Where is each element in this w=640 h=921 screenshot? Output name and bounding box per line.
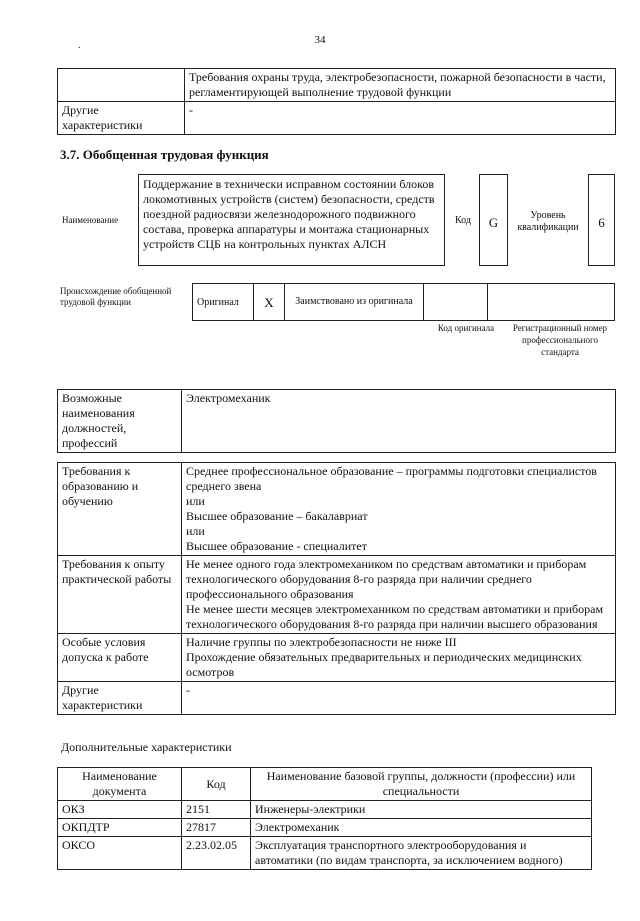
req-line: Высшее образование - специалитет <box>186 539 367 553</box>
table-row <box>58 102 616 135</box>
req-line: Наличие группы по электробезопасности не ниже III <box>186 635 457 649</box>
req-line: или <box>186 494 205 508</box>
table-row <box>58 682 616 715</box>
req-value <box>182 634 616 682</box>
page-number: 34 <box>314 34 326 46</box>
borrowed-label: Заимствовано из оригинала <box>285 284 424 321</box>
table-cell: 2.23.02.05 <box>182 837 251 870</box>
column-header: Код <box>182 768 251 801</box>
code-label: Код <box>455 215 471 226</box>
top-table <box>57 68 616 135</box>
table-row <box>58 390 616 453</box>
column-header: Наименование базовой группы, должности (профессии) или специальности <box>251 768 592 801</box>
table-row <box>58 837 592 870</box>
requirements-table <box>57 462 616 715</box>
table-row <box>58 463 616 556</box>
table-cell: Другие характеристики <box>58 102 185 135</box>
page-mark: . <box>78 40 81 51</box>
table-cell <box>58 69 185 102</box>
section-title: 3.7. Обобщенная трудовая функция <box>60 147 269 162</box>
table-cell: ОКЗ <box>58 801 182 819</box>
table-cell: ОКСО <box>58 837 182 870</box>
level-label: Уровень квалификации <box>517 210 579 233</box>
table-cell: Инженеры-электрики <box>251 801 592 819</box>
req-label: Особые условия допуска к работе <box>58 634 182 682</box>
req-label: Другие характеристики <box>58 682 182 715</box>
reg-number-cell <box>488 284 615 321</box>
name-label: Наименование <box>62 215 119 225</box>
table-row <box>58 801 592 819</box>
table-cell: Эксплуатация транспортного электрооборудования и автоматики (по видам транспорта, за исключением водного) <box>251 837 592 870</box>
level-value: 6 <box>588 174 615 266</box>
table-header-row <box>58 768 592 801</box>
req-line: Среднее профессиональное образование – программы подготовки специалистов среднего звена <box>186 464 597 493</box>
name-value: Поддержание в технически исправном состоянии блоков локомотивных устройств (систем) безопасности, средств поездной радиосвязи железнодорожного подвижного состава, проверка аппаратуры и монтажа стационарных устройств СЦБ на контрольных пунктах АЛСН <box>138 174 445 266</box>
original-code-cell <box>424 284 488 321</box>
table-cell: 2151 <box>182 801 251 819</box>
req-value <box>182 463 616 556</box>
table-row <box>58 819 592 837</box>
positions-value: Электромеханик <box>182 390 616 453</box>
req-line: Не менее одного года электромехаником по средствам автоматики и приборам технологического оборудования 8-го разряда при наличии среднего профессионального образования <box>186 557 587 601</box>
req-line: - <box>186 683 190 697</box>
origin-label: Происхождение обобщенной трудовой функции <box>60 286 172 307</box>
req-value <box>182 682 616 715</box>
positions-table <box>57 389 616 453</box>
req-label: Требования к опыту практической работы <box>58 556 182 634</box>
additional-title: Дополнительные характеристики <box>61 740 232 754</box>
req-line: или <box>186 524 205 538</box>
origin-table <box>192 283 615 321</box>
table-cell: 27817 <box>182 819 251 837</box>
table-row <box>58 556 616 634</box>
original-mark: X <box>254 284 285 321</box>
req-value <box>182 556 616 634</box>
table-cell: ОКПДТР <box>58 819 182 837</box>
req-label: Требования к образованию и обучению <box>58 463 182 556</box>
original-label: Оригинал <box>193 284 254 321</box>
additional-table <box>57 767 592 870</box>
table-cell: - <box>185 102 616 135</box>
reg-caption: Регистрационный номер профессионального стандарта <box>512 323 608 357</box>
req-line: Прохождение обязательных предварительных и периодических медицинских осмотров <box>186 650 582 679</box>
positions-label: Возможные наименования должностей, профессий <box>58 390 182 453</box>
code-value: G <box>479 174 508 266</box>
req-line: Высшее образование – бакалавриат <box>186 509 368 523</box>
table-cell: Требования охраны труда, электробезопасности, пожарной безопасности в части, регламентирующей выполнение трудовой функции <box>185 69 616 102</box>
table-row <box>58 69 616 102</box>
code-caption: Код оригинала <box>437 323 495 333</box>
column-header: Наименование документа <box>58 768 182 801</box>
table-cell: Электромеханик <box>251 819 592 837</box>
table-row <box>193 284 615 321</box>
req-line: Не менее шести месяцев электромехаником по средствам автоматики и приборам технологического оборудования 8-го разряда при наличии высшего образования <box>186 602 604 631</box>
table-row <box>58 634 616 682</box>
